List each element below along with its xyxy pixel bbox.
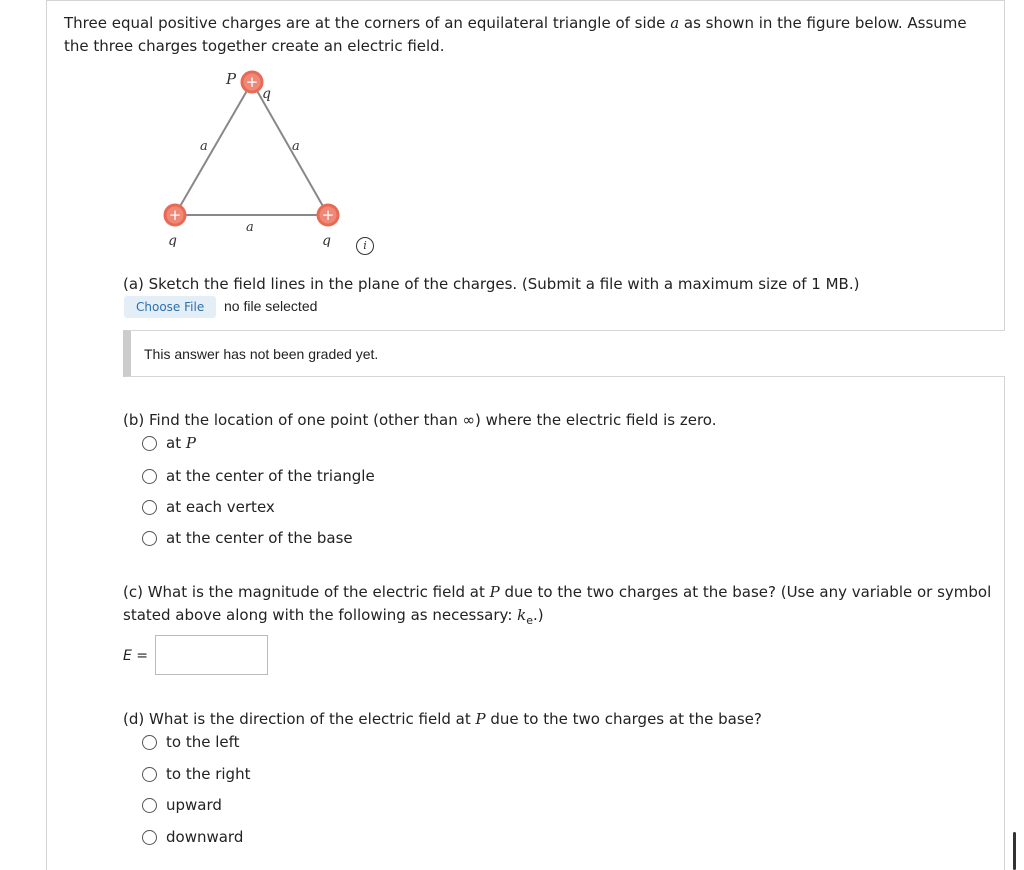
radio-circle-icon[interactable]	[142, 469, 157, 484]
prompt-text: .)	[533, 606, 544, 624]
problem-statement	[64, 12, 994, 58]
left-side-label: a	[200, 139, 208, 154]
base-side-label: a	[246, 220, 254, 235]
grading-status-text: This answer has not been graded yet.	[144, 346, 379, 362]
svg-text:+: +	[321, 206, 335, 224]
svg-text:+: +	[168, 206, 182, 224]
scrollbar[interactable]	[1013, 832, 1016, 870]
option-to-the-left[interactable]	[142, 732, 240, 752]
option-var: P	[185, 434, 196, 452]
grading-status-box	[123, 330, 1005, 377]
charge-triangle-figure	[150, 62, 350, 247]
left-charge-label: q	[168, 233, 177, 247]
right-charge	[318, 205, 338, 225]
part-a-prompt: (a) Sketch the field lines in the plane of the charges. (Submit a file with a maximum size of 1 MB.)	[123, 275, 860, 293]
part-d-prompt	[123, 708, 993, 731]
info-icon[interactable]: i	[356, 237, 374, 255]
option-at-p[interactable]	[142, 433, 196, 453]
prompt-text: due to the two charges at the base? (Use any variable or symbol stated above along with the following as necessary:	[123, 583, 992, 624]
radio-circle-icon[interactable]	[142, 830, 157, 845]
option-label: downward	[166, 828, 244, 846]
ke-subscript: e	[526, 614, 534, 627]
option-label: at	[166, 434, 182, 452]
part-c-prompt	[123, 581, 993, 632]
prompt-text: due to the two charges at the base?	[485, 710, 762, 728]
prompt-var: P	[489, 583, 500, 601]
prompt-var: P	[475, 710, 486, 728]
radio-circle-icon[interactable]	[142, 500, 157, 515]
answer-e-input[interactable]	[155, 635, 268, 675]
right-side-label: a	[292, 139, 300, 154]
option-label: at the center of the triangle	[166, 467, 375, 485]
option-label: at the center of the base	[166, 529, 353, 547]
point-p-label: P	[226, 70, 237, 88]
option-center-of-triangle[interactable]	[142, 466, 375, 486]
answer-e-label: E =	[123, 648, 149, 664]
radio-circle-icon[interactable]	[142, 735, 157, 750]
option-label: to the left	[166, 733, 240, 751]
right-charge-label: q	[322, 233, 331, 247]
intro-side-var: a	[670, 14, 680, 32]
option-each-vertex[interactable]	[142, 497, 275, 517]
top-charge-label: q	[262, 86, 271, 102]
svg-text:+: +	[245, 73, 259, 91]
intro-text-2: as shown in the figure below. Assume the three charges together create an electric field.	[64, 14, 967, 55]
prompt-text: (c) What is the magnitude of the electric field at	[123, 583, 490, 601]
ke-symbol: k	[517, 606, 527, 624]
option-center-of-base[interactable]	[142, 528, 353, 548]
radio-circle-icon[interactable]	[142, 798, 157, 813]
no-file-selected-text: no file selected	[224, 298, 318, 314]
radio-circle-icon[interactable]	[142, 767, 157, 782]
radio-circle-icon[interactable]	[142, 531, 157, 546]
prompt-text: (d) What is the direction of the electric field at	[123, 710, 476, 728]
left-charge	[165, 205, 185, 225]
part-b-prompt: (b) Find the location of one point (other than ∞) where the electric field is zero.	[123, 411, 717, 429]
option-upward[interactable]	[142, 795, 222, 815]
option-to-the-right[interactable]	[142, 764, 250, 784]
option-downward[interactable]	[142, 827, 243, 847]
top-charge	[242, 72, 262, 92]
option-label: upward	[166, 796, 222, 814]
radio-circle-icon[interactable]	[142, 436, 157, 451]
option-label: to the right	[166, 765, 251, 783]
choose-file-button[interactable]: Choose File	[124, 296, 216, 318]
option-label: at each vertex	[166, 498, 275, 516]
intro-text-1: Three equal positive charges are at the corners of an equilateral triangle of side	[64, 14, 671, 32]
